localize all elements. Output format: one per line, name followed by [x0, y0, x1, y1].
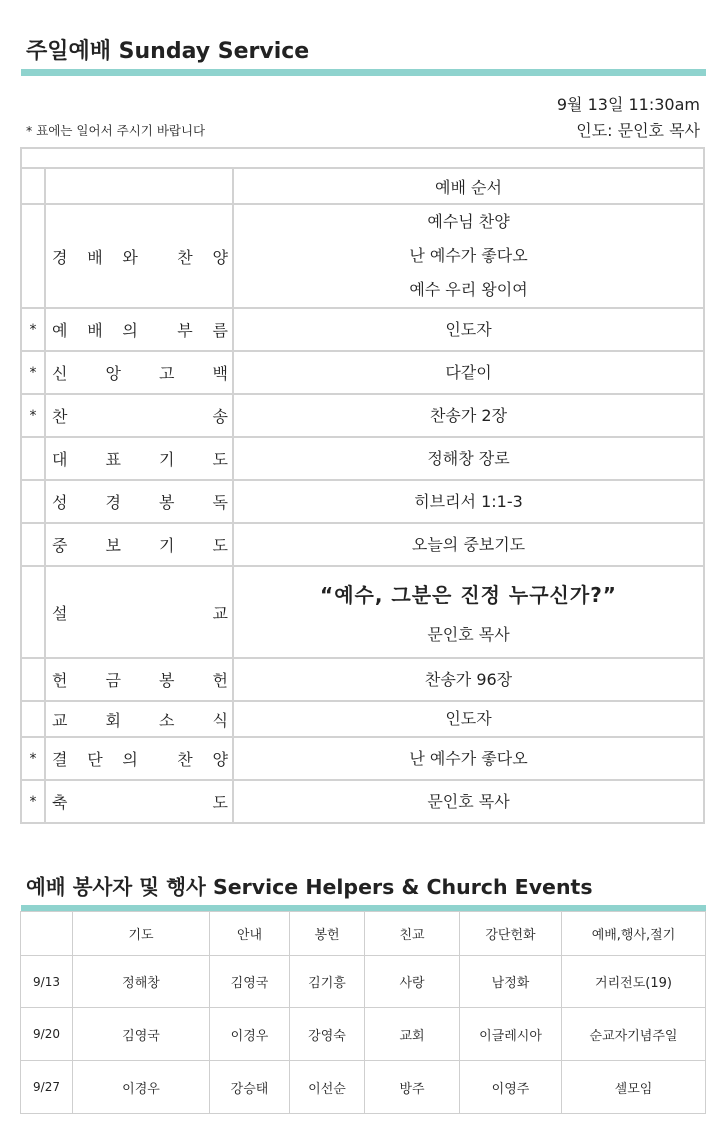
order-item-char: 도 — [212, 536, 228, 555]
blank-cell — [21, 148, 704, 168]
helpers-cell: 이경우 — [210, 1008, 290, 1061]
order-value — [233, 308, 704, 351]
helpers-cell: 강승태 — [210, 1061, 290, 1114]
order-item — [45, 204, 233, 308]
standing-mark — [21, 701, 45, 737]
helpers-cell: 거리전도(19) — [562, 956, 706, 1008]
helpers-date-cell: 9/13 — [21, 956, 73, 1008]
helpers-row — [21, 1061, 706, 1114]
order-value — [233, 351, 704, 394]
order-row — [21, 308, 704, 351]
helpers-cell: 순교자기념주일 — [562, 1008, 706, 1061]
order-item-char: 송 — [212, 407, 228, 426]
order-value-line: 문인호 목사 — [427, 625, 510, 644]
helpers-cell: 정해창 — [73, 956, 210, 1008]
order-item-char: 헌 — [212, 671, 228, 690]
order-item-char: 의 — [122, 321, 138, 340]
order-item — [45, 394, 233, 437]
order-item-char: 소 — [159, 710, 175, 730]
order-value — [233, 566, 704, 658]
order-item-char: 찬 — [177, 750, 193, 769]
order-item-label — [52, 318, 228, 341]
order-row — [21, 658, 704, 701]
order-value — [233, 780, 704, 823]
order-item-char: 금 — [105, 671, 121, 690]
order-item-label — [52, 790, 228, 813]
order-value — [233, 737, 704, 780]
order-value-line: 난 예수가 좋다오 — [409, 748, 528, 768]
order-value — [233, 658, 704, 701]
order-header: 예배 순서 — [233, 168, 704, 204]
helpers-cell: 김기흥 — [290, 956, 365, 1008]
standing-mark — [21, 437, 45, 480]
order-item-char: 신 — [52, 364, 68, 383]
order-value-line: 히브리서 1:1-3 — [414, 491, 523, 511]
order-item-char: 단 — [87, 750, 103, 769]
order-item-char: 양 — [212, 247, 228, 267]
service-title: 주일예배 Sunday Service — [26, 39, 310, 64]
helpers-cell: 남정화 — [460, 956, 562, 1008]
order-item-label — [52, 601, 228, 624]
order-value — [233, 701, 704, 737]
order-item-char: 설 — [52, 603, 68, 623]
order-item-label — [52, 533, 228, 556]
standing-mark: * — [21, 737, 45, 780]
standing-mark: * — [21, 308, 45, 351]
order-item-label — [52, 668, 228, 691]
order-value — [233, 523, 704, 566]
helpers-cell: 강영숙 — [290, 1008, 365, 1061]
helpers-header-cell: 봉헌 — [290, 912, 365, 956]
standing-mark: * — [21, 394, 45, 437]
order-item-char: 경 — [52, 247, 68, 267]
helpers-header-cell: 안내 — [210, 912, 290, 956]
sermon-title: “예수, 그분은 진정 누구신가?” — [320, 583, 617, 607]
order-item-char: 배 — [87, 321, 103, 340]
standing-mark: * — [21, 780, 45, 823]
order-item-char: 경 — [105, 493, 121, 512]
helpers-header-cell: 친교 — [365, 912, 460, 956]
title-rule — [21, 69, 706, 76]
order-item-char: 고 — [159, 364, 175, 383]
order-row — [21, 480, 704, 523]
helpers-cell: 김영국 — [210, 956, 290, 1008]
order-item — [45, 566, 233, 658]
order-row — [21, 701, 704, 737]
order-value-line: 오늘의 중보기도 — [411, 534, 526, 554]
helpers-row — [21, 1008, 706, 1061]
order-value — [233, 204, 704, 308]
order-row — [21, 523, 704, 566]
order-value-line: 예수 우리 왕이여 — [409, 280, 528, 299]
standing-mark — [21, 566, 45, 658]
order-item-label — [52, 708, 228, 731]
helpers-cell: 사랑 — [365, 956, 460, 1008]
order-value — [233, 480, 704, 523]
order-item-char: 예 — [52, 321, 68, 340]
order-item — [45, 780, 233, 823]
helpers-cell: 셀모임 — [562, 1061, 706, 1114]
order-value-line: 인도자 — [445, 319, 492, 339]
order-item-char: 도 — [212, 450, 228, 469]
order-row — [21, 204, 704, 308]
helpers-header-cell — [21, 912, 73, 956]
order-item — [45, 308, 233, 351]
order-row — [21, 780, 704, 823]
order-item-char: 찬 — [177, 247, 193, 267]
order-item-char: 앙 — [105, 364, 121, 383]
order-value — [233, 394, 704, 437]
helpers-header-cell: 강단헌화 — [460, 912, 562, 956]
order-item-char: 독 — [212, 493, 228, 512]
order-item-char: 교 — [212, 603, 228, 623]
order-row — [21, 437, 704, 480]
order-value-line: 다같이 — [445, 362, 492, 382]
order-item-char: 교 — [52, 710, 68, 730]
order-of-worship-table — [20, 147, 705, 824]
helpers-header-cell: 기도 — [73, 912, 210, 956]
order-item — [45, 437, 233, 480]
order-item-char: 의 — [122, 750, 138, 769]
helpers-table — [20, 911, 706, 1114]
order-item-char: 찬 — [52, 407, 68, 426]
order-item-label — [52, 490, 228, 513]
order-value-line: 찬송가 96장 — [424, 669, 513, 689]
order-item — [45, 737, 233, 780]
order-row — [21, 351, 704, 394]
order-item-char: 표 — [105, 450, 121, 469]
standing-note: * 표에는 일어서 주시기 바랍니다 — [26, 123, 206, 138]
order-item-char: 백 — [212, 364, 228, 383]
order-item — [45, 701, 233, 737]
order-item-char: 성 — [52, 493, 68, 512]
order-item — [45, 480, 233, 523]
order-item-char: 결 — [52, 750, 68, 769]
helpers-header-cell: 예배,행사,절기 — [562, 912, 706, 956]
order-item — [45, 523, 233, 566]
blank-row — [21, 148, 704, 168]
helpers-row — [21, 956, 706, 1008]
order-item-char: 대 — [52, 450, 68, 469]
order-value-line: 예수님 찬양 — [427, 212, 510, 231]
standing-mark — [21, 523, 45, 566]
order-item-char: 기 — [159, 536, 175, 555]
header-star-cell — [21, 168, 45, 204]
order-value-line: 인도자 — [445, 709, 492, 728]
order-item-char: 기 — [159, 450, 175, 469]
order-item-char: 보 — [105, 536, 121, 555]
helpers-cell: 이선순 — [290, 1061, 365, 1114]
order-item — [45, 351, 233, 394]
helpers-cell: 이영주 — [460, 1061, 562, 1114]
order-value — [233, 437, 704, 480]
helpers-title: 예배 봉사자 및 행사 Service Helpers & Church Events — [26, 875, 593, 899]
header-row — [21, 168, 704, 204]
order-item-char: 도 — [212, 793, 228, 812]
order-row — [21, 566, 704, 658]
order-value-line: 문인호 목사 — [427, 791, 510, 811]
service-leader: 인도: 문인호 목사 — [576, 121, 700, 140]
order-item-char: 배 — [87, 247, 103, 267]
order-item-label — [52, 245, 228, 268]
helpers-cell: 교회 — [365, 1008, 460, 1061]
order-item-char: 식 — [212, 710, 228, 730]
order-item-char: 봉 — [159, 671, 175, 690]
helpers-date-cell: 9/27 — [21, 1061, 73, 1114]
helpers-cell: 방주 — [365, 1061, 460, 1114]
order-item-char: 헌 — [52, 671, 68, 690]
standing-mark — [21, 204, 45, 308]
standing-mark — [21, 658, 45, 701]
order-item-char: 축 — [52, 793, 68, 812]
order-item-label — [52, 361, 228, 384]
order-item-char: 름 — [212, 321, 228, 340]
standing-mark — [21, 480, 45, 523]
order-item-label — [52, 447, 228, 470]
order-item-label — [52, 404, 228, 427]
order-item-char: 양 — [212, 750, 228, 769]
order-item-char: 부 — [177, 321, 193, 340]
order-value-line: 난 예수가 좋다오 — [409, 246, 528, 265]
order-item-char: 중 — [52, 536, 68, 555]
order-item — [45, 658, 233, 701]
helpers-header-row — [21, 912, 706, 956]
order-value-line: 찬송가 2장 — [429, 405, 508, 425]
service-date: 9월 13일 11:30am — [556, 95, 700, 114]
helpers-date-cell: 9/20 — [21, 1008, 73, 1061]
order-value-line: 정해창 장로 — [427, 448, 510, 468]
helpers-cell: 이글레시아 — [460, 1008, 562, 1061]
helpers-cell: 이경우 — [73, 1061, 210, 1114]
header-item-cell — [45, 168, 233, 204]
order-item-label — [52, 747, 228, 770]
order-item-char: 와 — [122, 247, 138, 267]
order-row — [21, 394, 704, 437]
helpers-cell: 김영국 — [73, 1008, 210, 1061]
order-item-char: 봉 — [159, 493, 175, 512]
order-row — [21, 737, 704, 780]
standing-mark: * — [21, 351, 45, 394]
order-item-char: 회 — [105, 710, 121, 730]
